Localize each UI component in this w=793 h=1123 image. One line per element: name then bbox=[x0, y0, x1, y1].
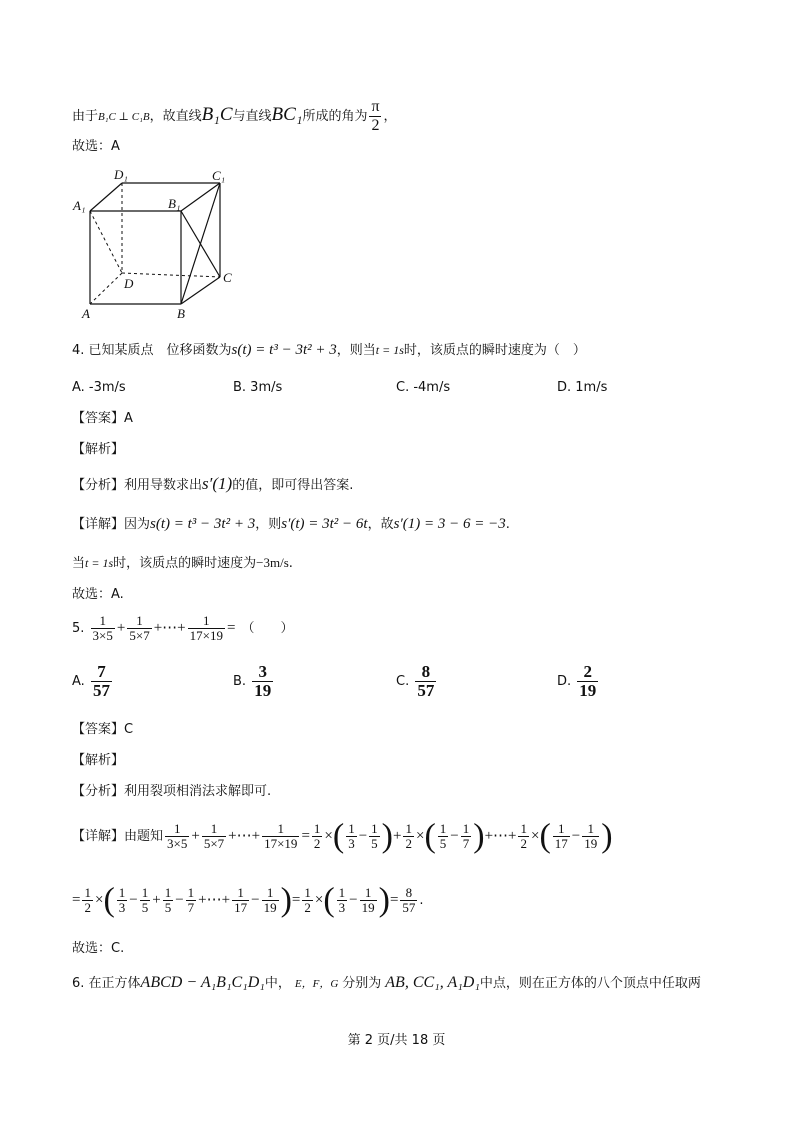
q4-option-d: D. 1m/s bbox=[557, 380, 608, 395]
label-B: B bbox=[177, 306, 185, 320]
q4-analysis-label: 【解析】 bbox=[72, 442, 125, 457]
text: . bbox=[505, 517, 510, 532]
segments: AB, CC₁, A₁D₁ bbox=[385, 974, 480, 991]
label-A1: A₁ bbox=[73, 198, 86, 213]
displacement-function: s(t) = t³ − 3t² + 3 bbox=[231, 342, 337, 358]
blank-paren: （ ） bbox=[241, 621, 294, 636]
page-footer: 第 2 页/共 18 页 bbox=[347, 1033, 446, 1048]
text: 【详解】由题知 bbox=[72, 829, 164, 844]
question-number: 5. bbox=[72, 621, 85, 636]
answer-q3: 故选：A bbox=[72, 139, 120, 154]
points-efg: E，F，G bbox=[294, 978, 339, 990]
q4-answer: 【答案】A bbox=[72, 411, 133, 426]
q4-option-a: A. -3m/s bbox=[72, 380, 126, 395]
expr: s(t) = t³ − 3t² + 3 bbox=[150, 516, 256, 532]
q4-analysis bbox=[72, 474, 353, 496]
q4-option-c: C. -4m/s bbox=[396, 380, 451, 395]
text: ，故 bbox=[367, 517, 394, 532]
cube-figure bbox=[68, 168, 238, 320]
text: 中点，则在正方体的八个顶点中任取两 bbox=[479, 976, 701, 991]
derivative-expr: s′(1) bbox=[202, 474, 233, 493]
question-5: 5. $\frac{1}{3\times 5}$ + $\frac{1}{5\times 7}$ +⋯+ $\frac{1}{17\times 19}$ = （ ） bbox=[72, 613, 294, 643]
q5-option-b: B. $\frac{3}{19}$ bbox=[233, 662, 272, 700]
label-C: C bbox=[223, 270, 232, 285]
text: 中， bbox=[264, 976, 291, 991]
time-value: t = 1s bbox=[375, 343, 404, 357]
line-b1c: B₁C bbox=[201, 104, 233, 125]
text: 4. 已知某质点 位移函数为 bbox=[72, 343, 232, 358]
line-bc1: BC₁ bbox=[271, 104, 303, 125]
q5-option-a: A. $\frac{7}{57}$ bbox=[72, 662, 110, 700]
q4-option-b: B. 3m/s bbox=[233, 380, 283, 395]
text: ，故直线 bbox=[149, 109, 202, 124]
q4-detail bbox=[72, 514, 510, 535]
cube-name: ABCD − A₁B₁C₁D₁ bbox=[140, 974, 265, 991]
q5-selection: 故选：C. bbox=[72, 941, 125, 956]
q5-detail: 【详解】由题知 $\frac{1}{3\times 5}$ + $\frac{1}{5\times 7}$ +⋯+ $\frac{1}{17\times 19}$ = $\frac{1}{2}$ ×( $\frac{1}{3}$ − $\frac{1}{5}$ )+ $\frac{1}{2}$ ×( $\frac{1}{5}$ − $\frac{1}{7}$ )+⋯+ $\frac{1}{2}$ ×( $\frac{1}{17}$ − $\frac{1}{19}$ ) bbox=[72, 817, 613, 855]
q4-detail-2 bbox=[72, 553, 293, 574]
text: ， bbox=[383, 109, 397, 124]
pi-over-2: $\frac{\pi}{2}$ bbox=[371, 98, 380, 134]
text: ，则当 bbox=[336, 343, 376, 358]
label-D: D bbox=[124, 276, 134, 291]
label-B1: B₁ bbox=[168, 196, 181, 211]
q5-option-d: D. $\frac{2}{19}$ bbox=[557, 662, 597, 700]
question-6 bbox=[72, 973, 701, 994]
line-angle-conclusion bbox=[72, 98, 397, 135]
text: 所成的角为 bbox=[302, 109, 368, 124]
expr: s′(t) = 3t² − 6t bbox=[281, 516, 368, 532]
text: 【分析】利用导数求出 bbox=[72, 478, 203, 493]
text: 时，该质点的瞬时速度为（ ） bbox=[403, 343, 586, 358]
time-value: t = 1s bbox=[85, 556, 114, 570]
text: 时，该质点的瞬时速度为 bbox=[113, 556, 257, 571]
fraction: $\frac{1}{5\times 7}$ bbox=[129, 613, 150, 643]
fraction: $\frac{1}{17\times 19}$ bbox=[189, 613, 223, 643]
text: 与直线 bbox=[232, 109, 272, 124]
q4-selection: 故选：A. bbox=[72, 587, 124, 602]
fraction: $\frac{1}{3\times 5}$ bbox=[92, 613, 113, 643]
velocity-value: −3m/s bbox=[256, 555, 289, 570]
q5-detail-2: = $\frac{1}{2}$ ×( $\frac{1}{3}$ − $\frac{1}{5}$ + $\frac{1}{5}$ − $\frac{1}{7}$ +⋯+ $\frac{1}{17}$ − $\frac{1}{19}$ )= $\frac{1}{2}$ ×( $\frac{1}{3}$ − $\frac{1}{19}$ )= $\frac{8}{57}$ . bbox=[72, 881, 424, 919]
text: 6. 在正方体 bbox=[72, 976, 141, 991]
q5-analysis-label: 【解析】 bbox=[72, 753, 125, 768]
label-D1: D₁ bbox=[114, 168, 128, 182]
q5-option-c: C. $\frac{8}{57}$ bbox=[396, 662, 435, 700]
perp-condition: B₁C ⊥ C₁B bbox=[98, 111, 150, 123]
question-4 bbox=[72, 340, 586, 361]
text: 当 bbox=[72, 556, 86, 571]
text: . bbox=[288, 556, 293, 571]
text: 分别为 bbox=[342, 976, 382, 991]
label-A: A bbox=[82, 306, 90, 320]
text: ，则 bbox=[255, 517, 282, 532]
text: 【详解】因为 bbox=[72, 517, 151, 532]
expr: s′(1) = 3 − 6 = −3 bbox=[393, 516, 506, 532]
text: 由于 bbox=[72, 109, 99, 124]
text: 的值，即可得出答案. bbox=[232, 478, 354, 493]
q5-answer: 【答案】C bbox=[72, 722, 134, 737]
q5-analysis: 【分析】利用裂项相消法求解即可. bbox=[72, 784, 272, 799]
label-C1: C₁ bbox=[212, 168, 226, 183]
